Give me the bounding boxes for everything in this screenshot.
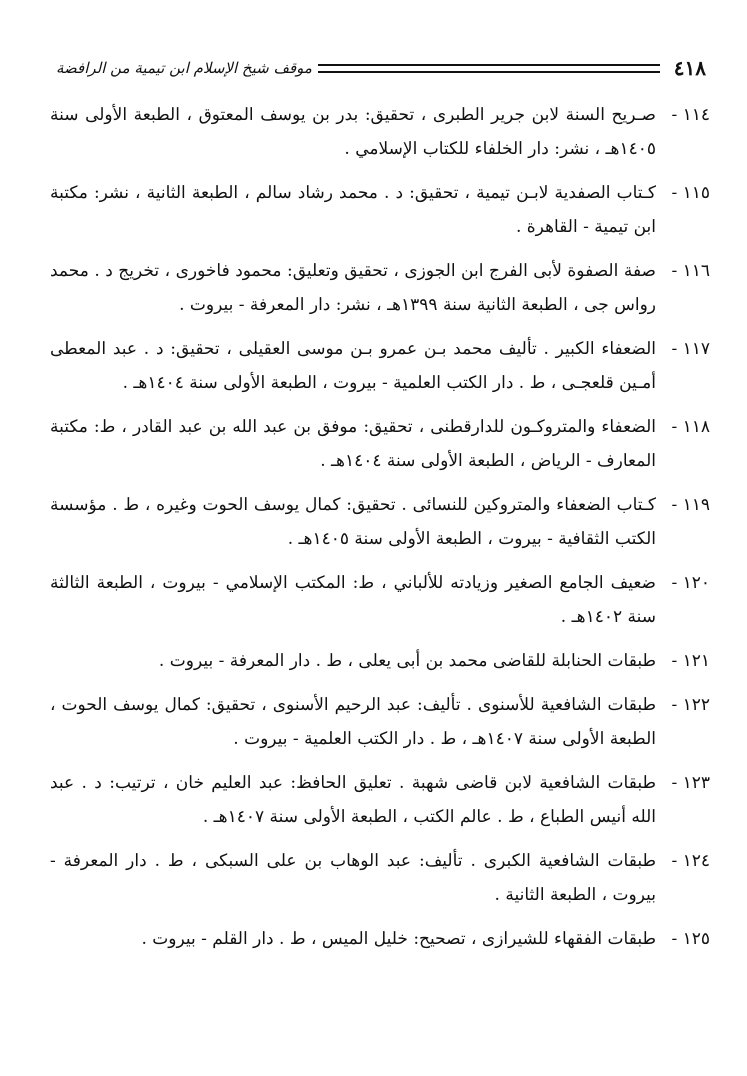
page-header <box>56 48 706 88</box>
bibliography-entry <box>50 566 710 634</box>
entry-number: ١٢٤ - <box>671 851 710 871</box>
entry-number: ١١٥ - <box>671 183 710 203</box>
entry-number: ١٢٥ - <box>671 929 710 949</box>
entry-number: ١٢٢ - <box>671 695 710 715</box>
entry-text: صـريح السنة لابن جرير الطبرى ، تحقيق: بدر بن يوسف المعتوق ، الطبعة الأولى سنة ١٤٠٥هـ ، نشر: دار الخلفاء للكتاب الإسلامي . <box>50 105 656 159</box>
header-rule <box>318 64 660 73</box>
bibliography-entry <box>50 98 710 166</box>
entry-number: ١٢٠ - <box>671 573 710 593</box>
bibliography-entry <box>50 332 710 400</box>
bibliography-entry <box>50 922 710 956</box>
entry-number: ١١٦ - <box>671 261 710 281</box>
bibliography-entry <box>50 644 710 678</box>
entry-text: كـتاب الضعفاء والمتروكين للنسائى . تحقيق: كمال يوسف الحوت وغيره ، ط . مؤسسة الكتب الثقافية - بيروت ، الطبعة الأولى سنة ١٤٠٥هـ . <box>50 495 656 549</box>
entry-number: ١١٨ - <box>671 417 710 437</box>
bibliography-entry <box>50 410 710 478</box>
entry-text: طبقات الشافعية للأسنوى . تأليف: عبد الرحيم الأسنوى ، تحقيق: كمال يوسف الحوت ، الطبعة الأولى سنة ١٤٠٧هـ ، ط . دار الكتب العلمية - بيروت . <box>50 695 656 749</box>
entry-text: طبقات الشافعية لابن قاضى شهبة . تعليق الحافظ: عبد العليم خان ، ترتيب: د . عبد الله أنيس الطباع ، ط . عالم الكتب ، الطبعة الأولى سنة ١٤٠٧هـ . <box>50 773 656 827</box>
bibliography-entry <box>50 844 710 912</box>
page-number: ٤١٨ <box>673 56 706 80</box>
entry-number: ١١٩ - <box>671 495 710 515</box>
entry-number: ١٢١ - <box>671 651 710 671</box>
bibliography-entry <box>50 766 710 834</box>
entry-text: الضعفاء الكبير . تأليف محمد بـن عمرو بـن موسى العقيلى ، تحقيق: د . عبد المعطى أمـين قلعجـى ، ط . دار الكتب العلمية - بيروت ، الطبعة الأولى سنة ١٤٠٤هـ . <box>50 339 656 393</box>
bibliography-entry <box>50 688 710 756</box>
running-title: موقف شيخ الإسلام ابن تيمية من الرافضة <box>56 59 312 77</box>
entry-number: ١٢٣ - <box>671 773 710 793</box>
entry-text: صفة الصفوة لأبى الفرج ابن الجوزى ، تحقيق وتعليق: محمود فاخورى ، تخريج د . محمد رواس جى ، الطبعة الثانية سنة ١٣٩٩هـ ، نشر: دار المعرفة - بيروت . <box>50 261 656 315</box>
entry-number: ١١٤ - <box>671 105 710 125</box>
bibliography-entry <box>50 254 710 322</box>
bibliography-entry <box>50 176 710 244</box>
entry-text: طبقات الشافعية الكبرى . تأليف: عبد الوهاب بن على السبكى ، ط . دار المعرفة - بيروت ، الطبعة الثانية . <box>50 851 656 905</box>
entry-number: ١١٧ - <box>671 339 710 359</box>
bibliography-entry <box>50 488 710 556</box>
bibliography-list <box>50 98 710 966</box>
entry-text: الضعفاء والمتروكـون للدارقطنى ، تحقيق: موفق بن عبد الله بن عبد القادر ، ط: مكتبة المعارف - الرياض ، الطبعة الأولى سنة ١٤٠٤هـ . <box>50 417 656 471</box>
entry-text: طبقات الفقهاء للشيرازى ، تصحيح: خليل الميس ، ط . دار القلم - بيروت . <box>141 929 656 949</box>
entry-text: كـتاب الصفدية لابـن تيمية ، تحقيق: د . محمد رشاد سالم ، الطبعة الثانية ، نشر: مكتبة ابن تيمية - القاهرة . <box>50 183 656 237</box>
entry-text: طبقات الحنابلة للقاضى محمد بن أبى يعلى ، ط . دار المعرفة - بيروت . <box>158 651 656 671</box>
entry-text: ضعيف الجامع الصغير وزيادته للألباني ، ط: المكتب الإسلامي - بيروت ، الطبعة الثالثة سنة ١٤٠٢هـ . <box>50 573 656 627</box>
